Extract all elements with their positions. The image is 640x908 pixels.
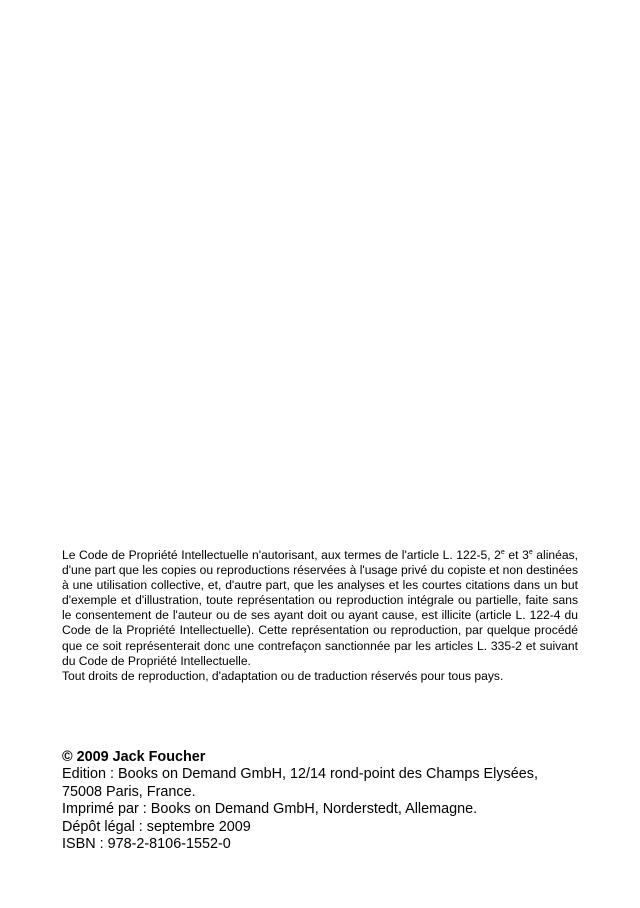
edition-line-1: Edition : Books on Demand GmbH, 12/14 rond-point des Champs Elysées, <box>62 766 538 783</box>
legal-text-part3: alinéas, d'une part que les copies ou reproductions réservées à l'usage privé du copiste et non destinées à une utilisation collective, et, d'autre part, que les analyses et les courtes citations dans un but d'exemple et d'illustration, toute représentation ou reproduction intégrale ou partielle, faite sans le consentement de l'auteur ou de ses ayant doit ou ayant cause, est illicite (article L. 122-4 du Code de la Propriété Intellectuelle). Cette représentation ou reproduction, par quelque procédé que ce soit représenterait donc une contrefaçon sanctionnée par les articles L. 335-2 et suivant du Code de Propriété Intellectuelle. <box>62 548 578 668</box>
rights-reserved: Tout droits de reproduction, d'adaptation ou de traduction réservés pour tous pays. <box>62 668 504 683</box>
imprint-block <box>62 749 592 853</box>
ordinal-superscript-2: e <box>528 548 533 556</box>
legal-deposit-line: Dépôt légal : septembre 2009 <box>62 818 251 835</box>
copyright-line: © 2009 Jack Foucher <box>62 749 206 765</box>
legal-notice-paragraph <box>62 548 578 669</box>
legal-notice <box>62 548 578 684</box>
printed-by-line: Imprimé par : Books on Demand GmbH, Norderstedt, Allemagne. <box>62 801 478 818</box>
legal-text-part1: Le Code de Propriété Intellectuelle n'autorisant, aux termes de l'article L. 122-5, 2 <box>62 548 501 562</box>
edition-line-2: 75008 Paris, France. <box>62 783 196 800</box>
isbn-line: ISBN : 978-2-8106-1552-0 <box>62 836 231 853</box>
legal-text-part2: et 3 <box>504 548 529 562</box>
ordinal-superscript-1: e <box>500 548 505 556</box>
